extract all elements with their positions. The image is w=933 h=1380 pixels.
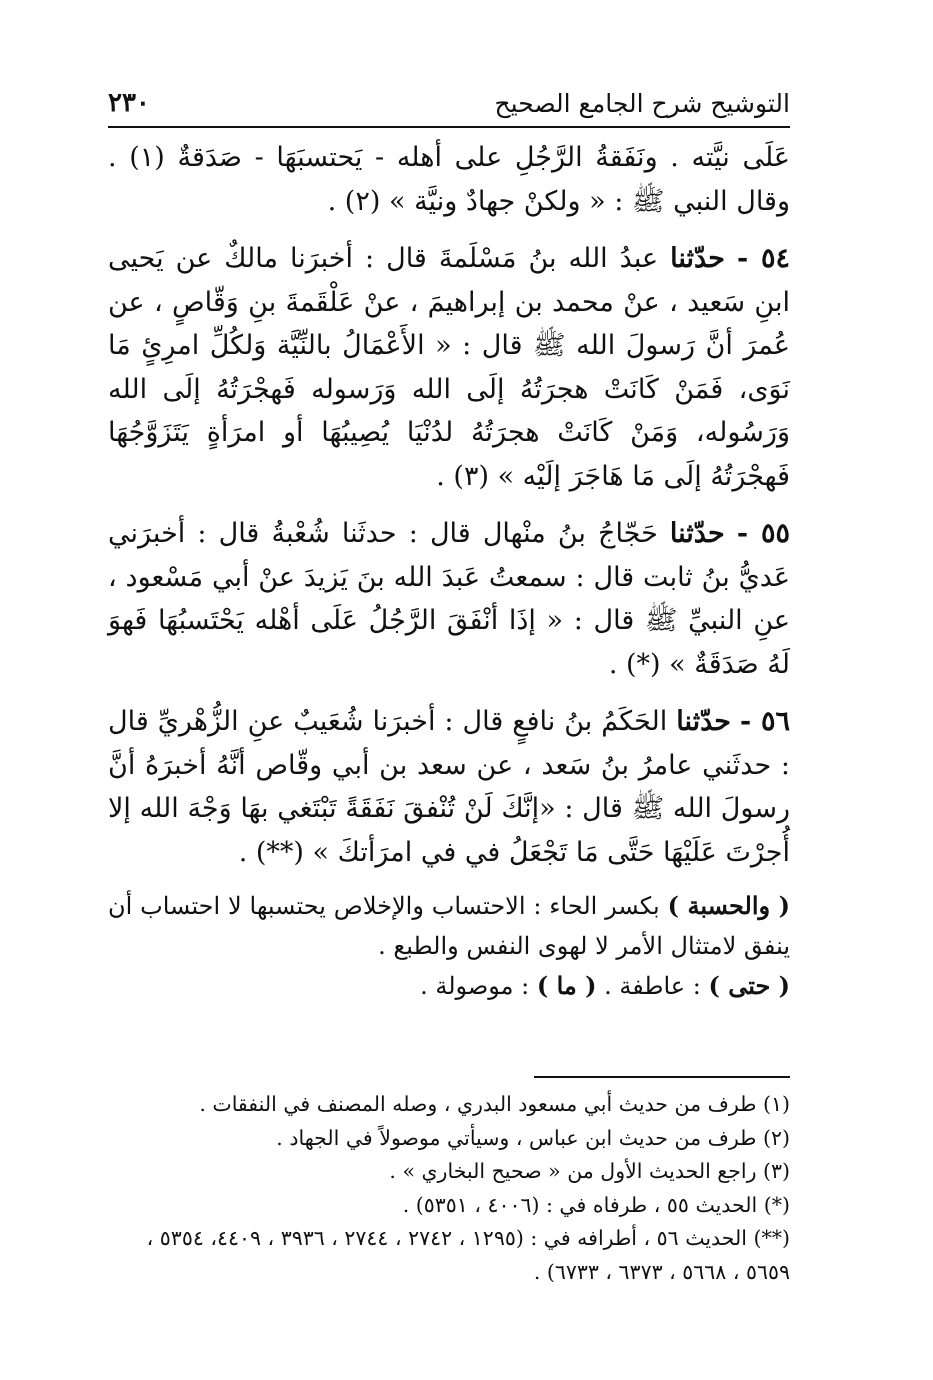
hadith-text: حَجّاجُ بنُ منْهال قال : حدثَنا شُعْبةُ قال : أخبرَني عَديُّ بنُ ثابت قال : سمعتُ عَبدَ الله بنَ يَزيدَ عنْ أبي مَسْعود ، عنِ النبيِّ ﷺ قال : « إذَا أنْفَقَ الرَّجُلُ عَلَى أهْله يَحْتَسبُهَا فَهوَ لَهُ صَدَقَةٌ » (*) .	[108, 518, 790, 680]
hadith-lead-word: حدّثنا	[670, 243, 725, 274]
footnotes	[108, 1088, 790, 1289]
hadith-number: ٥٤ -	[736, 243, 791, 274]
intro-paragraph: عَلَى نيَّته . ونَفَقةُ الرَّجُلِ على أهله - يَحتسبَهَا - صَدَقةٌ (١) . وقال النبي ﷺ : « ولكنْ جهادٌ ونيَّة » (٢) .	[108, 142, 791, 217]
commentary-text: : موصولة .	[420, 972, 530, 1000]
commentary-note	[108, 966, 790, 1006]
hadith-number: ٥٥ -	[736, 518, 790, 549]
commentary-term: ( حتى )	[708, 971, 790, 1000]
hadith-54	[108, 237, 790, 498]
page-number: ٢٣٠	[108, 88, 150, 118]
book-title: التوشيح شرح الجامع الصحيح	[494, 89, 790, 118]
running-header	[108, 78, 790, 128]
hadith-55	[108, 512, 790, 686]
commentary-note	[108, 886, 790, 966]
commentary-term: ( ما )	[536, 971, 597, 1000]
hadith-lead-word: حدّثنا	[676, 706, 731, 737]
hadith-text: الحَكَمُ بنُ نافعٍ قال : أخبرَنا شُعَيبٌ عنِ الزُّهْريِّ قال : حدثَني عامرُ بنُ سَعد ، عن سعد بن أبي وقّاص أنَّهُ أخبرَهُ أنَّ رسولَ الله ﷺ قال : «إنَّكَ لَنْ تُنْفقَ نَفَقَةً تَبْتَغي بهَا وَجْهَ الله إلا أُجرْتَ عَلَيْهَا حَتَّى مَا تَجْعَلُ في في امرَأتكَ » (**) .	[108, 706, 790, 868]
hadith-lead-word: حدّثنا	[669, 518, 725, 549]
footnote: (٣) راجع الحديث الأول من « صحيح البخاري » .	[389, 1159, 790, 1183]
footnote: (*) الحديث ٥٥ ، طرفاه في : (٤٠٠٦ ، ٥٣٥١) .	[402, 1192, 790, 1217]
commentary-text: بكسر الحاء : الاحتساب والإخلاص يحتسبها لا احتساب أن ينفق لامتثال الأمر لا لهوى النفس والطبع .	[108, 892, 790, 960]
hadith-number: ٥٦ -	[739, 706, 790, 737]
hadith-text: عبدُ الله بنُ مَسْلَمةَ قال : أخبرَنا مالكٌ عن يَحيى ابنِ سَعيد ، عنْ محمد بن إبراهيمَ ، عنْ عَلْقَمةَ بنِ وَقّاصٍ ، عن عُمرَ أنَّ رَسولَ الله ﷺ قال : « الأَعْمَالُ بالنِّيَّة وَلكُلِّ امرِئٍ مَا نَوَى، فَمَنْ كَانَتْ هجرَتُهُ إلَى الله وَرَسوله فَهجْرَتُهُ إلَى الله وَرَسُوله، وَمَنْ كَانَتْ هجرَتُهُ لدُنْيَا يُصِيبُهَا أو امرَأةٍ يَتَزَوَّجُهَا فَهجْرَتُهُ إلَى مَا هَاجَرَ إلَيْه » (٣) .	[108, 243, 790, 492]
footnote: (١) طرف من حديث أبي مسعود البدري ، وصله المصنف في النفقات .	[199, 1092, 790, 1116]
main-text	[108, 136, 790, 1006]
commentary-text: : عاطفة .	[604, 972, 701, 1000]
footnote: (**) الحديث ٥٦ ، أطرافه في : (١٢٩٥ ، ٢٧٤٢ ، ٢٧٤٤ ، ٣٩٣٦ ، ٤٤٠٩، ٥٣٥٤ ، ٥٦٥٩ ، ٥٦٦٨ ، ٦٣٧٣ ، ٦٧٣٣) .	[146, 1226, 790, 1284]
footnote-separator	[534, 1076, 790, 1078]
footnote: (٢) طرف من حديث ابن عباس ، وسيأتي موصولاً في الجهاد .	[276, 1125, 790, 1150]
commentary-term: ( والحسبة )	[667, 891, 791, 920]
hadith-56	[108, 700, 790, 874]
